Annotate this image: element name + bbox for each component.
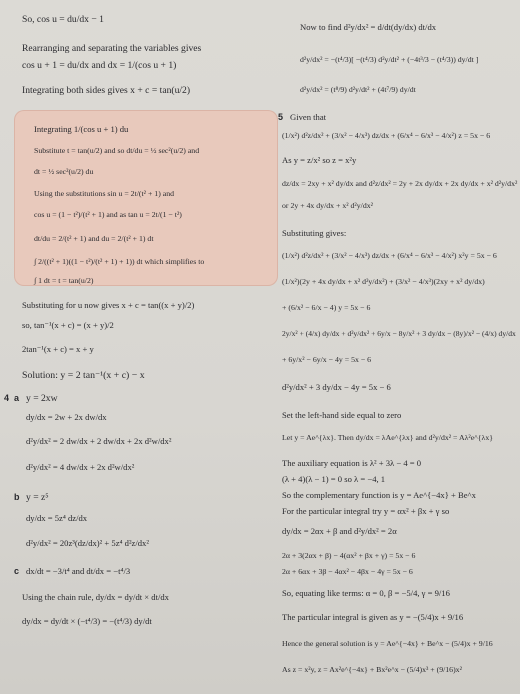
text-line: d²y/dx² = (t⁸/9) d²y/dt² + (4t⁷/9) dy/dt: [300, 85, 416, 94]
box-line: Substitute t = tan(u/2) and so dt/du = ½ sec²(u/2) and: [34, 146, 200, 155]
text-line: d²y/dx² = −(t⁴/3)[ −(t⁴/3) d²y/dt² + (−4t³/3 − (t⁴/3)) dy/dt ]: [300, 55, 479, 64]
text-line: y = z⁵: [26, 492, 49, 503]
box-line: ∫ 1 dt = t = tan(u/2): [34, 276, 94, 285]
box-line: cos u = (1 − t²)/(t² + 1) and as tan u = 2t/(1 − t²): [34, 210, 182, 219]
part-label: c: [14, 566, 20, 576]
text-line: (1/x²) d²z/dx² + (3/x² − 4/x³) dz/dx + (6/x⁴ − 6/x³ − 4/x²) x²y = 5x − 6: [282, 251, 497, 260]
text-line: Given that: [290, 112, 327, 122]
text-line: d²y/dx² = 20z³(dz/dx)² + 5z⁴ d²z/dx²: [26, 538, 149, 548]
text-line: + (6/x² − 6/x − 4) y = 5x − 6: [282, 303, 371, 312]
text-line: As z = x²y, z = Ax²e^{−4x} + Bx²e^x − (5/4)x³ + (9/16)x²: [282, 665, 462, 674]
box-line: dt/du = 2/(t² + 1) and du = 2/(t² + 1) dt: [34, 234, 154, 243]
text-line: cos u + 1 = du/dx and dx = 1/(cos u + 1): [22, 60, 177, 71]
text-line: dy/dx = 2w + 2x dw/dx: [26, 412, 107, 422]
text-line: 2tan⁻¹(x + c) = x + y: [22, 344, 94, 354]
text-line: (1/x²)(2y + 4x dy/dx + x² d²y/dx²) + (3/x² − 4/x³)(2xy + x² dy/dx): [282, 277, 485, 286]
text-line: d²y/dx² + 3 dy/dx − 4y = 5x − 6: [282, 382, 391, 392]
question-number: 4: [4, 393, 10, 403]
text-line: The auxiliary equation is λ² + 3λ − 4 = 0: [282, 458, 422, 468]
text-line: So, equating like terms: α = 0, β = −5/4, γ = 9/16: [282, 588, 450, 598]
part-label: b: [14, 492, 20, 502]
text-line: So, cos u = du/dx − 1: [22, 14, 104, 25]
text-line: Hence the general solution is y = Ae^{−4x} + Be^x − (5/4)x + 9/16: [282, 639, 493, 648]
text-line: dy/dx = 5z⁴ dz/dx: [26, 513, 88, 523]
text-line: So the complementary function is y = Ae^{−4x} + Be^x: [282, 490, 476, 500]
text-line: (λ + 4)(λ − 1) = 0 so λ = −4, 1: [282, 474, 386, 484]
text-line: or 2y + 4x dy/dx + x² d²y/dx²: [282, 201, 373, 210]
text-line: d²y/dx² = 4 dw/dx + 2x d²w/dx²: [26, 462, 135, 472]
box-line: dt = ½ sec²(u/2) du: [34, 167, 94, 176]
text-line: Let y = Ae^{λx}. Then dy/dx = λAe^{λx} and d²y/dx² = Aλ²e^{λx}: [282, 433, 493, 442]
text-line: dz/dx = 2xy + x² dy/dx and d²z/dx² = 2y + 2x dy/dx + 2x dy/dx + x² d²y/dx²: [282, 179, 518, 188]
text-line: Rearranging and separating the variables gives: [22, 43, 202, 54]
text-line: dy/dx = 2αx + β and d²y/dx² = 2α: [282, 526, 397, 536]
box-line: ∫ 2/((t² + 1)((1 − t²)/(t² + 1) + 1)) dt which simplifies to: [34, 257, 205, 266]
box-line: Integrating 1/(cos u + 1) du: [34, 124, 129, 134]
text-line: 2α + 6αx + 3β − 4αx² − 4βx − 4γ = 5x − 6: [282, 567, 413, 576]
text-line: dx/dt = −3/t⁴ and dt/dx = −t⁴/3: [26, 566, 131, 576]
text-line: Substituting gives:: [282, 228, 347, 238]
part-label: a: [14, 393, 20, 403]
text-line: d²y/dx² = 2 dw/dx + 2 dw/dx + 2x d²w/dx²: [26, 436, 172, 446]
text-line: Using the chain rule, dy/dx = dy/dt × dt/dx: [22, 592, 169, 602]
text-line: dy/dx = dy/dt × (−t⁴/3) = −(t⁴/3) dy/dt: [22, 616, 152, 626]
text-line: y = 2xw: [26, 393, 58, 404]
text-line: so, tan⁻¹(x + c) = (x + y)/2: [22, 320, 114, 330]
text-line: Substituting for u now gives x + c = tan((x + y)/2): [22, 300, 195, 310]
box-line: Using the substitutions sin u = 2t/(t² + 1) and: [34, 189, 174, 198]
text-line: Now to find d²y/dx² = d/dt(dy/dx) dt/dx: [300, 22, 437, 32]
solution-line: Solution: y = 2 tan⁻¹(x + c) − x: [22, 370, 145, 381]
text-line: (1/x²) d²z/dx² + (3/x² − 4/x³) dz/dx + (6/x⁴ − 6/x³ − 4/x²) z = 5x − 6: [282, 131, 491, 140]
question-number: 5: [278, 112, 284, 122]
text-line: For the particular integral try y = αx² + βx + γ so: [282, 506, 450, 516]
text-line: The particular integral is given as y = −(5/4)x + 9/16: [282, 612, 464, 622]
text-line: + 6y/x² − 6y/x − 4y = 5x − 6: [282, 355, 372, 364]
text-line: As y = z/x² so z = x²y: [282, 155, 357, 165]
text-line: 2y/x² + (4/x) dy/dx + d²y/dx² + 6y/x − 8y/x² + 3 dy/dx − (8y)/x² − (4/x) dy/dx: [282, 329, 516, 338]
text-line: 2α + 3(2αx + β) − 4(αx² + βx + γ) = 5x − 6: [282, 551, 416, 560]
text-line: Integrating both sides gives x + c = tan(u/2): [22, 85, 191, 96]
text-line: Set the left-hand side equal to zero: [282, 410, 402, 420]
